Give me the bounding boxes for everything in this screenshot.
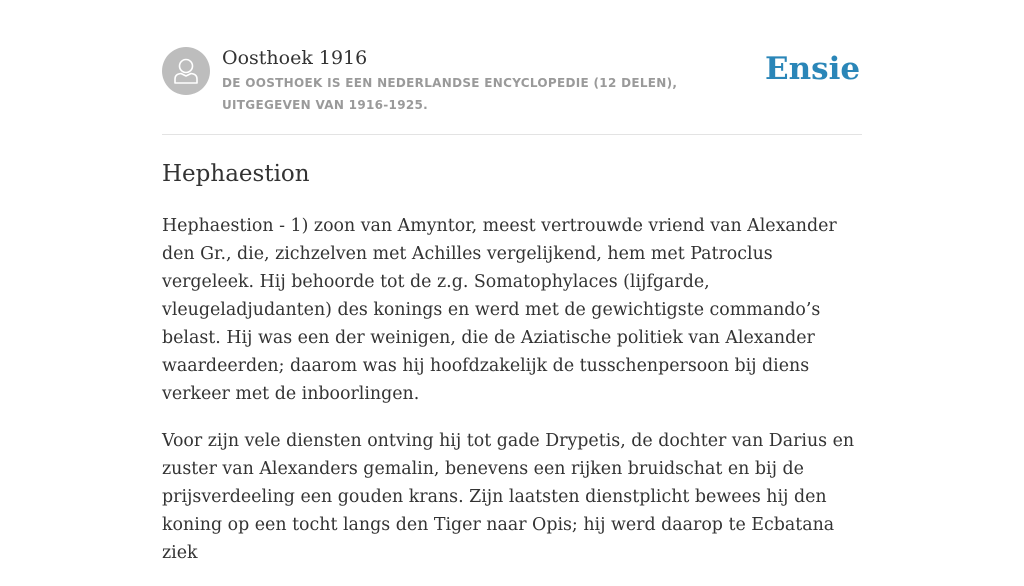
content-container <box>162 0 862 563</box>
entry-paragraph-1: Hephaestion - 1) zoon van Amyntor, meest vertrouwde vriend van Alexander den Gr., die, zichzelven met Achilles vergelijkend, hem met Patroclus vergeleek. Hij behoorde tot de z.g. Somatophylaces (lijfgarde, vleugeladjudanten) des konings en werd met de gewichtigste commando’s belast. Hij was een der weinigen, die de Aziatische politiek van Alexander waardeerden; daarom was hij hoofdzakelijk de tusschenpersoon bij diens verkeer met de inboorlingen. <box>162 216 837 404</box>
source-avatar[interactable] <box>162 47 210 95</box>
source-header <box>162 0 862 135</box>
entry-body <box>162 212 862 586</box>
source-title-link[interactable]: Oosthoek 1916 <box>222 47 368 69</box>
ensie-logo[interactable]: Ensie <box>765 51 861 87</box>
user-icon <box>162 47 210 95</box>
entry-title: Hephaestion <box>162 161 310 187</box>
source-description: DE OOSTHOEK IS EEN NEDERLANDSE ENCYCLOPEDIE (12 DELEN), UITGEGEVEN VAN 1916-1925. <box>222 76 678 112</box>
entry-paragraph-2: Voor zijn vele diensten ontving hij tot gade Drypetis, de dochter van Darius en zuster van Alexanders gemalin, benevens een rijken bruidschat en bij de prijsverdeeling een gouden krans. Zijn laatsten dienstplicht bewees hij den koning op een tocht langs den Tiger naar Opis; hij werd daarop te Ecbatana ziek <box>162 431 855 563</box>
